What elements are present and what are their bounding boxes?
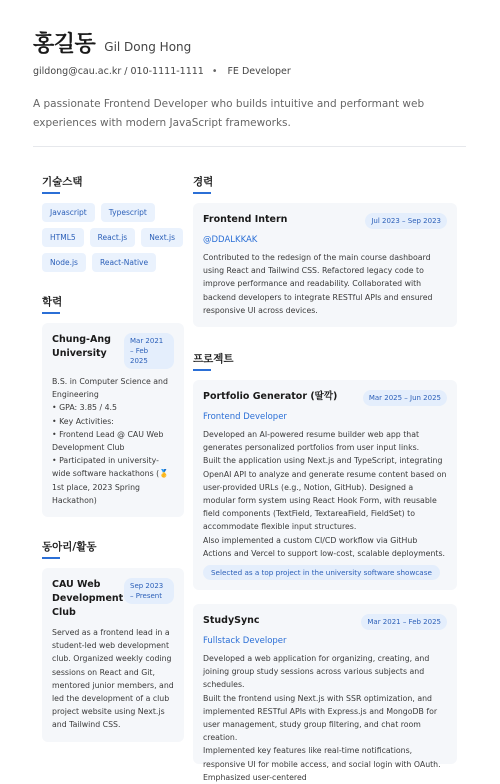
project-card [193,380,457,590]
contact-row [33,66,473,77]
intro-text: A passionate Frontend Developer who builds intuitive and performant web experiences with modern JavaScript frameworks. [33,98,425,129]
header-divider [33,146,466,147]
skills-title: 기술스택 [42,174,83,194]
project-description: Developed a web application for organizing, creating, and joining group study sessions across various subjects and schedules. Built the frontend using Next.js with SSR optimization, and implemented RESTful APIs with Express.js and MongoDB for user management, study group filtering, and chat room creation. Implemented key features like real-time notifications, responsive UI for mobile access, and social login with OAuth. Emphasized user-centered [203,654,441,782]
career-title: 경력 [193,174,213,194]
skill-tag: React-Native [92,253,156,272]
gpa-line: • GPA: 3.85 / 4.5 [52,403,117,413]
education-date: Mar 2021 – Feb 2025 [124,333,174,369]
career-company: @DDALKKAK [203,235,258,245]
career-card [193,203,457,327]
project-date: Mar 2021 – Feb 2025 [361,614,447,630]
skill-tag: Typescript [101,203,155,222]
skill-tag: Next.js [141,228,183,247]
project-description: Developed an AI-powered resume builder web app that generates personalized portfolios from user input links. Built the application using Next.js and TypeScript, integrating OpenAI API to analyze and generate resume content based on user-provided URLs (e.g., Notion, GitHub). Designed a modular form system using React Hook Form, with reusable field components (TextField, TextareaField, FieldSet) to accommodate flexible input structures. Also implemented a custom CI/CD workflow via GitHub Actions and Vercel to support low-cost, scalable deployments. [203,430,447,558]
name-korean: 홍길동 [33,32,96,57]
project-award-badge: Selected as a top project in the university software showcase [203,565,440,580]
job-role: FE Developer [227,66,291,77]
education-card [42,323,184,517]
club-date: Sep 2023 – Present [124,578,174,604]
career-description: Contributed to the redesign of the main course dashboard using React and Tailwind CSS. Refactored legacy code to improve performance and readability. Collaborated with backend developers to integrate RESTful APIs and ensured responsive UI across devices. [203,253,433,315]
resume-header [33,27,473,77]
skill-tag: Node.js [42,253,86,272]
club-description: Served as a frontend lead in a student-led web development club. Organized weekly coding sessions on React and Git, mentored junior members, and led the development of a club project website using Next.js and Tailwind CSS. [52,628,174,730]
activity-item: • Participated in university-wide software hackathons (🥇 1st place, 2023 Spring Hackathon) [52,456,169,505]
project-card [193,604,457,782]
name-english: Gil Dong Hong [104,40,192,54]
left-column [42,170,184,742]
right-column [193,170,457,782]
education-title: 학력 [42,294,62,314]
project-name: StudySync [203,615,260,627]
activities-label: • Key Activities: [52,416,114,426]
skill-tags [42,203,184,272]
club-name: CAU Web Development Club [52,579,124,619]
project-name: Portfolio Generator (딸깍) [203,391,338,403]
name-row [33,27,473,57]
career-role: Frontend Intern [203,214,288,225]
projects-title: 프로젝트 [193,351,234,371]
contact-info: gildong@cau.ac.kr / 010-1111-1111 [33,66,204,77]
project-role: Fullstack Developer [203,636,287,647]
clubs-title: 동아리/활동 [42,539,97,559]
skill-tag: Javascript [42,203,95,222]
degree-line: B.S. in Computer Science and Engineering [52,377,168,400]
skill-tag: HTML5 [42,228,84,247]
project-date: Mar 2025 – Jun 2025 [363,390,447,406]
project-role: Frontend Developer [203,412,287,423]
skill-tag: React.js [90,228,136,247]
activity-item: • Frontend Lead @ CAU Web Development Club [52,429,164,453]
school-name: Chung-Ang University [52,334,111,359]
club-card [42,568,184,742]
bullet-separator: • [211,66,218,77]
career-date: Jul 2023 – Sep 2023 [365,213,447,229]
